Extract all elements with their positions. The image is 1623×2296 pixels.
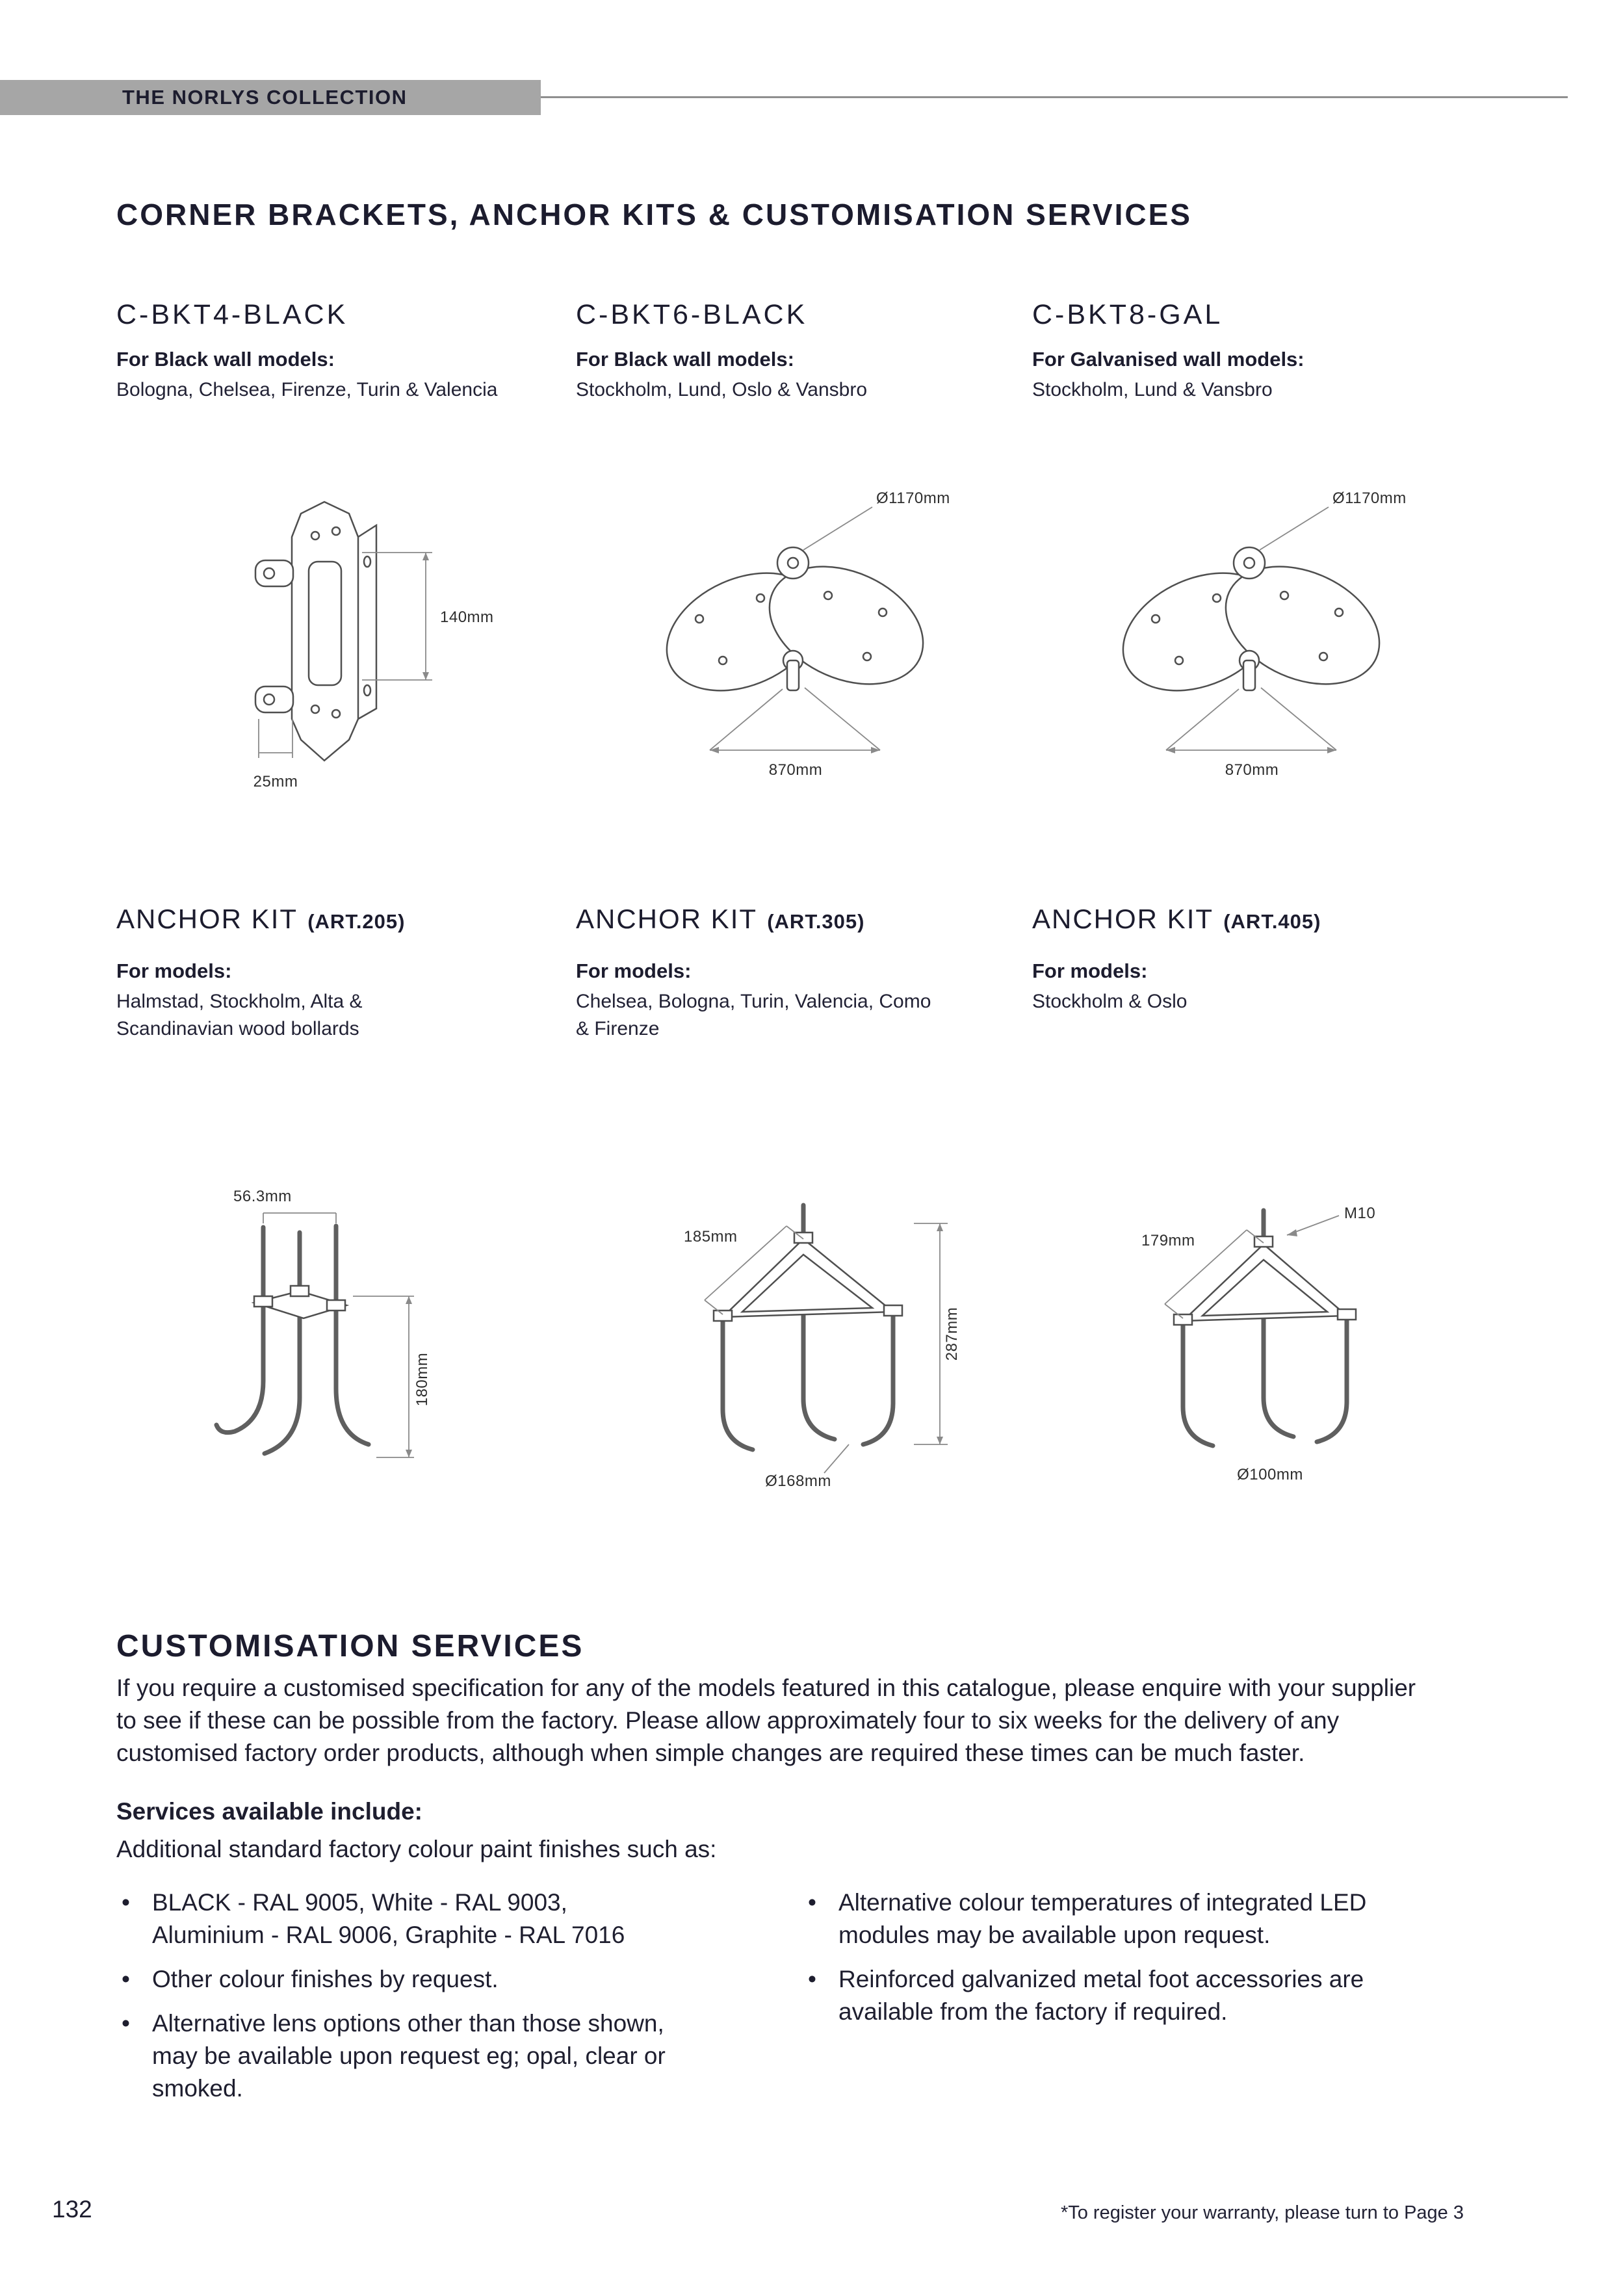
anchor-kit-305-column	[576, 904, 1018, 1504]
anchor-kit-205-drawing	[129, 1140, 545, 1504]
services-bullet-columns	[116, 1886, 1475, 2117]
bullet-item: • Alternative lens options other than those shown, may be available upon request eg; opal, clear or smoked.	[116, 2007, 672, 2105]
models-list: Bologna, Chelsea, Firenze, Turin & Valencia	[116, 379, 498, 400]
warranty-footnote: *To register your warranty, please turn to Page 3	[1060, 2202, 1464, 2223]
kit-title: ANCHOR KIT	[1032, 904, 1214, 934]
models-list: Stockholm & Oslo	[1032, 991, 1188, 1012]
kit-header	[116, 904, 558, 1125]
for-models-label: For models:	[116, 959, 232, 982]
dim-label-diameter: Ø1170mm	[1332, 489, 1407, 507]
models-list: Chelsea, Bologna, Turin, Valencia, Como & Firenze	[576, 991, 931, 1039]
bracket-column-bkt8	[1032, 299, 1474, 796]
kit-art-number: (ART.305)	[767, 910, 865, 933]
anchor-kit-405-column	[1032, 904, 1474, 1504]
services-intro: Additional standard factory colour paint finishes such as:	[116, 1836, 717, 1862]
models-list: Stockholm, Lund & Vansbro	[1032, 379, 1273, 400]
dim-label-m10: M10	[1344, 1205, 1376, 1222]
bracket-header	[1032, 299, 1474, 449]
dim-label-140mm: 140mm	[440, 608, 494, 626]
bullet-item: • Alternative colour temperatures of integrated LED modules may be available upon request.	[803, 1886, 1397, 1951]
anchor-kit-205-column	[116, 904, 558, 1504]
bkt4-technical-drawing	[129, 464, 545, 796]
bullet-item: • Reinforced galvanized metal foot accessories are available from the factory if required.	[803, 1963, 1397, 2028]
customisation-section	[116, 1628, 1475, 2117]
kit-title-line	[116, 904, 558, 935]
dim-label-100mm: Ø100mm	[1237, 1466, 1303, 1483]
for-models-label: For Black wall models:	[116, 348, 335, 371]
bkt8-technical-drawing	[1045, 464, 1461, 796]
dim-label-185mm: 185mm	[684, 1228, 738, 1246]
bracket-header	[116, 299, 558, 449]
kit-title: ANCHOR KIT	[116, 904, 298, 934]
kit-header	[576, 904, 1018, 1125]
dim-label-179mm: 179mm	[1141, 1232, 1195, 1249]
dim-label-870mm: 870mm	[1225, 761, 1279, 779]
dim-label-180mm: 180mm	[413, 1352, 431, 1407]
collection-label: THE NORLYS COLLECTION	[122, 86, 408, 109]
bullet-item: • Other colour finishes by request.	[116, 1963, 672, 1996]
bracket-header	[576, 299, 1018, 449]
bkt6-technical-drawing	[589, 464, 1005, 796]
models-list: Halmstad, Stockholm, Alta & Scandinavian wood bollards	[116, 991, 363, 1039]
kit-header	[1032, 904, 1474, 1125]
bullet-list-left	[116, 1886, 672, 2117]
bracket-column-bkt6	[576, 299, 1018, 796]
dim-label-diameter: Ø1170mm	[876, 489, 950, 507]
product-code: C-BKT6-BLACK	[576, 299, 808, 330]
page-title: CORNER BRACKETS, ANCHOR KITS & CUSTOMISATION SERVICES	[116, 198, 1192, 231]
kit-art-number: (ART.405)	[1223, 910, 1321, 933]
product-code: C-BKT8-GAL	[1032, 299, 1223, 330]
bracket-column-bkt4	[116, 299, 558, 796]
anchor-kit-405-drawing	[1045, 1140, 1461, 1504]
dim-label-56mm: 56.3mm	[233, 1188, 292, 1205]
for-models-label: For Galvanised wall models:	[1032, 348, 1305, 371]
services-available-label: Services available include:	[116, 1798, 422, 1825]
customisation-title: CUSTOMISATION SERVICES	[116, 1629, 584, 1663]
dim-label-870mm: 870mm	[768, 761, 823, 779]
customisation-body: If you require a customised specification for any of the models featured in this catalogue, please enquire with your supplier to see if these can be possible from the factory. Please allow approximately four to six weeks for the delivery of any customised factory order products, although when simple changes are required these times can be much faster.	[116, 1675, 1416, 1766]
bullet-list-right	[803, 1886, 1397, 2040]
product-code: C-BKT4-BLACK	[116, 299, 348, 330]
for-models-label: For models:	[576, 959, 692, 982]
kit-art-number: (ART.205)	[307, 910, 406, 933]
dim-label-25mm: 25mm	[253, 773, 298, 790]
dim-label-168mm: Ø168mm	[765, 1472, 831, 1490]
models-list: Stockholm, Lund, Oslo & Vansbro	[576, 379, 868, 400]
dim-label-287mm: 287mm	[943, 1307, 961, 1361]
kit-title-line	[1032, 904, 1474, 935]
bullet-item: • BLACK - RAL 9005, White - RAL 9003, Aluminium - RAL 9006, Graphite - RAL 7016	[116, 1886, 672, 1951]
header-rule	[541, 96, 1568, 98]
collection-header-bar	[0, 80, 541, 115]
for-models-label: For Black wall models:	[576, 348, 794, 371]
page-number: 132	[52, 2196, 92, 2223]
kit-title: ANCHOR KIT	[576, 904, 758, 934]
kit-title-line	[576, 904, 1018, 935]
for-models-label: For models:	[1032, 959, 1148, 982]
anchor-kit-305-drawing	[589, 1140, 1005, 1504]
